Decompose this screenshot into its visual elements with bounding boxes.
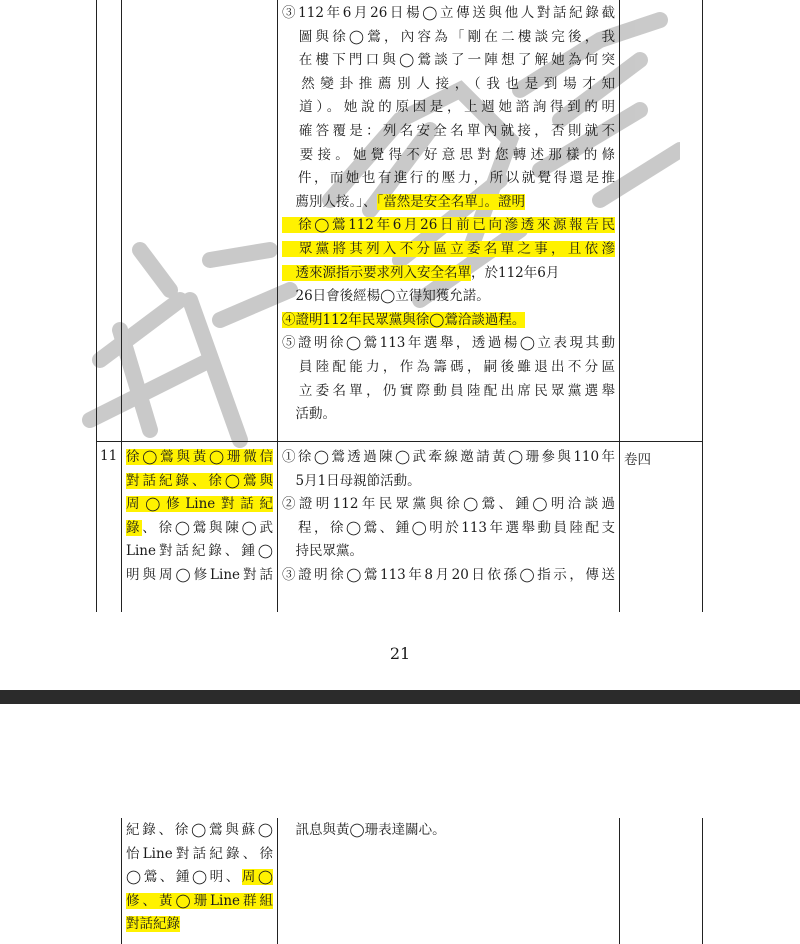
row-number: 11 — [100, 448, 118, 464]
text-fragment: ，於112年6月 — [471, 264, 560, 281]
text-line: 道）。她說的原因是，上週她諮詢得到的明 — [282, 99, 615, 116]
text-line: 怡Line對話紀錄、徐 — [126, 845, 273, 862]
highlighted-line — [126, 470, 273, 494]
text-line: 然變卦推薦別人接，（我也是到場才知 — [282, 75, 615, 92]
highlighted-text: ④證明112年民眾黨與徐◯鶯洽談過程。 — [282, 311, 526, 328]
highlighted-text: 徐◯鶯112年6月26日前已向滲透來源報告民 — [282, 217, 615, 234]
purpose-cell-continued — [282, 819, 615, 843]
table-col-divider — [619, 818, 620, 944]
text-line: 立委名單，仍實際動員陸配出席民眾黨選舉 — [282, 382, 615, 399]
text-line — [282, 191, 615, 215]
text-line: 在樓下門口與◯鶯談了一陣想了解她為何突 — [282, 52, 615, 69]
text-line: ②證明112年民眾黨與徐◯鶯、鍾◯明洽談過 — [282, 496, 615, 513]
volume-label: 卷四 — [624, 452, 651, 468]
text-fragment: ◯鶯、鍾◯明、 — [126, 869, 242, 886]
table-col-divider — [121, 0, 122, 612]
highlighted-text: 對話紀錄、徐◯鶯與 — [126, 472, 273, 489]
page-number: 21 — [389, 644, 411, 663]
purpose-cell — [282, 446, 615, 588]
table-col-divider — [277, 818, 278, 944]
highlighted-text: 錄 — [126, 519, 143, 536]
highlighted-text: 「當然是安全名單」。證明 — [376, 193, 525, 210]
table-border-right — [702, 0, 703, 612]
text-line: 5月1日母親節活動。 — [282, 472, 421, 489]
highlighted-line — [126, 913, 273, 937]
text-line: 要接。她覺得不好意思對您轉述那樣的條 — [282, 146, 615, 163]
highlighted-text: 眾黨將其列入不分區立委名單之事，且依滲 — [282, 240, 615, 257]
text-line: 圖與徐◯鶯，內容為「剛在二樓談完後，我 — [282, 28, 615, 45]
text-line: 紀錄、徐◯鶯與蘇◯ — [126, 822, 273, 838]
table-border-right — [702, 818, 703, 944]
text-line — [126, 866, 273, 890]
page-separator — [0, 690, 800, 704]
text-line: 持民眾黨。 — [282, 543, 363, 560]
highlighted-line — [126, 446, 273, 470]
text-line — [282, 309, 615, 333]
highlighted-line — [282, 214, 615, 238]
text-line: 確答覆是：列名安全名單內就接，否則就不 — [282, 122, 615, 139]
highlighted-text: 透來源指示要求列入安全名單 — [282, 264, 471, 281]
text-line: 訊息與黃◯珊表達關心。 — [282, 822, 446, 838]
table-row-divider — [96, 441, 703, 442]
text-line: 員陸配能力，作為籌碼，嗣後雖退出不分區 — [282, 358, 615, 375]
table-col-divider — [277, 0, 278, 612]
text-line: 26日會後經楊◯立得知獲允諾。 — [282, 288, 490, 305]
table-border-left — [96, 0, 97, 612]
highlighted-text: 修、黃◯珊Line群組 — [126, 892, 273, 909]
evidence-cell — [126, 446, 273, 588]
text-fragment: 薦別人接。」、 — [282, 193, 377, 210]
text-line: 明與周◯修Line對話 — [126, 566, 273, 583]
highlighted-line — [282, 238, 615, 262]
evidence-cell-continued — [126, 819, 273, 937]
highlighted-text: 對話紀錄 — [126, 916, 180, 933]
text-fragment: 、徐◯鶯與陳◯武 — [142, 519, 274, 536]
text-line: ③證明徐◯鶯113年8月20日依孫◯指示，傳送 — [282, 566, 615, 583]
text-line: ⑤證明徐◯鶯113年選舉，透過楊◯立表現其動 — [282, 335, 615, 352]
highlighted-text: 周◯修Line對話紀 — [126, 496, 273, 513]
table-col-divider — [619, 0, 620, 612]
text-line — [282, 262, 615, 286]
table-col-divider — [121, 818, 122, 944]
text-line: Line對話紀錄、鍾◯ — [126, 543, 273, 560]
document-page-22 — [0, 704, 800, 944]
highlighted-line — [126, 493, 273, 517]
highlighted-line — [126, 890, 273, 914]
text-line — [126, 517, 273, 541]
text-line: ③112年6月26日楊◯立傳送與他人對話紀錄截 — [282, 5, 615, 21]
purpose-cell — [282, 2, 615, 427]
highlighted-text: 徐◯鶯與黃◯珊微信 — [126, 449, 273, 465]
text-line: 活動。 — [282, 406, 336, 423]
text-line: 件，而她也有進行的壓力，所以就覺得還是推 — [282, 170, 615, 187]
text-line: ①徐◯鶯透過陳◯武牽線邀請黃◯珊參與110年 — [282, 449, 615, 465]
highlighted-text: 周◯ — [241, 869, 274, 886]
text-line: 程，徐◯鶯、鍾◯明於113年選舉動員陸配支 — [282, 519, 615, 536]
